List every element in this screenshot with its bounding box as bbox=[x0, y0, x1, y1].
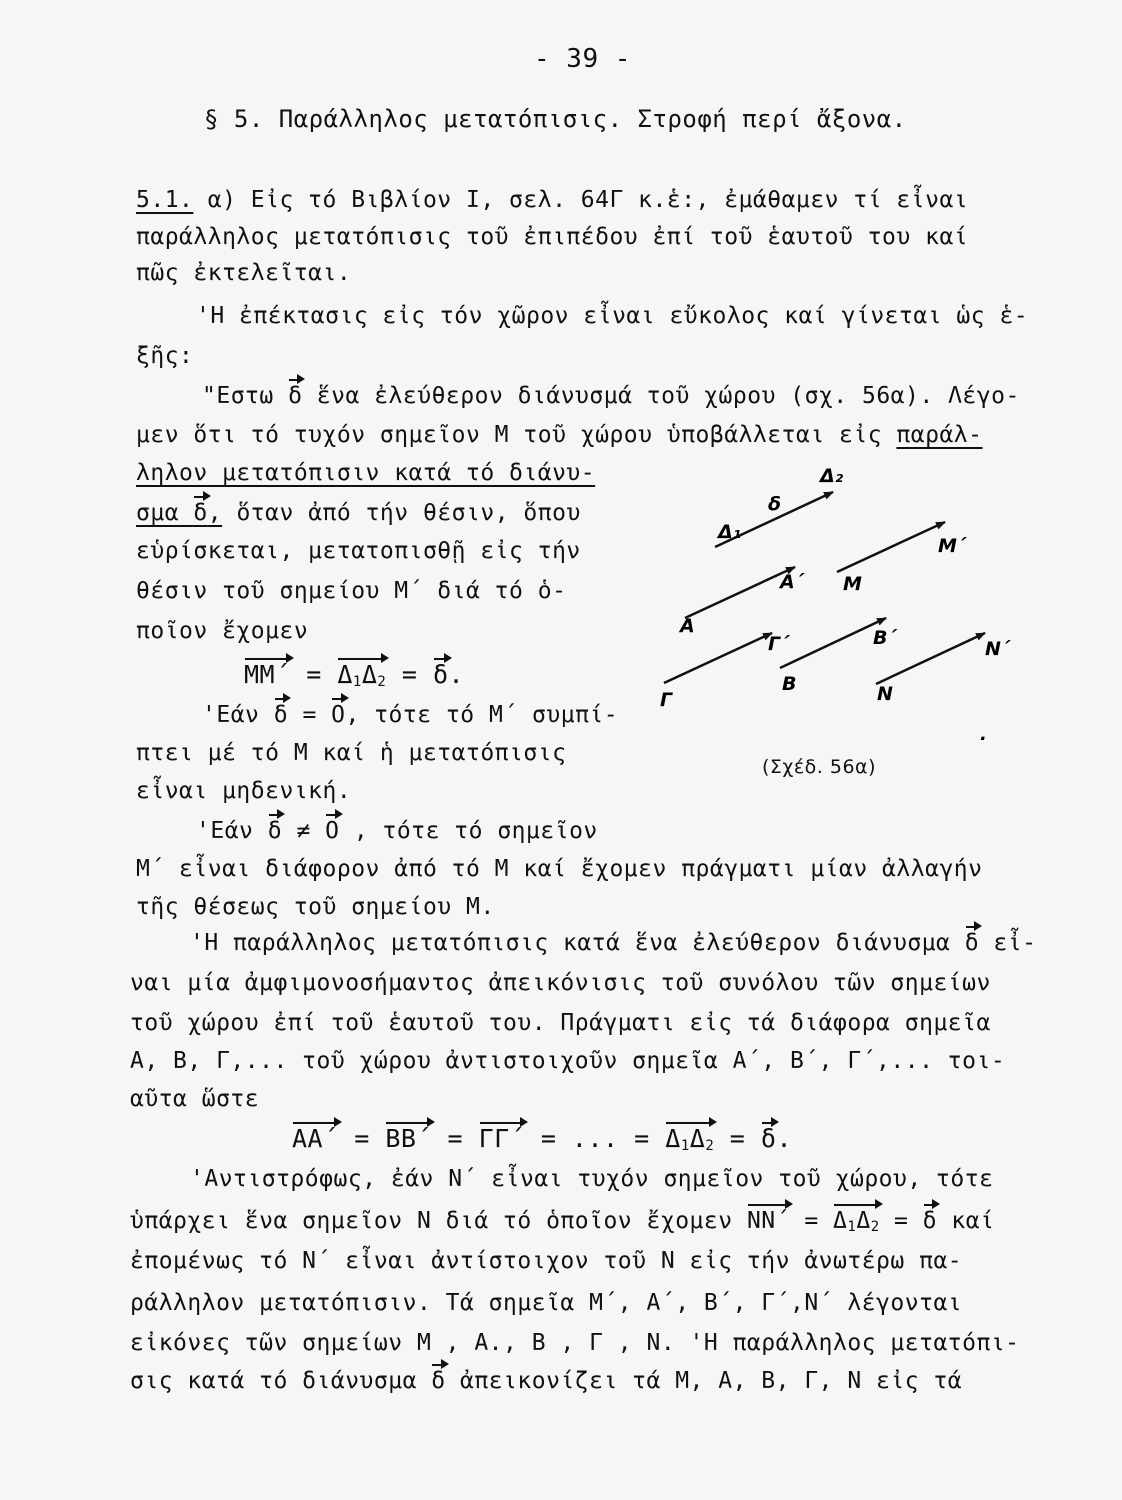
p5-text-1b: , τότε τό σημεῖον bbox=[339, 818, 598, 844]
delta-2: Δ bbox=[689, 1124, 706, 1153]
p3-underlined-2: παράλ- bbox=[896, 422, 983, 448]
p6-line-5: αῦτα ὥστε bbox=[130, 1086, 260, 1112]
p4-line-2: πτει μέ τό Μ καί ἡ μετατόπισις bbox=[136, 740, 567, 766]
vector-delta: δ bbox=[922, 1208, 938, 1234]
equation-translation: ΑΑ΄ = ΒΒ΄ = ΓΓ΄ = ... = $\Delta_1\Delta_2 = \delta$. bbox=[292, 1124, 792, 1161]
p6-line-2: ναι μία ἀμφιμονοσήμαντος ἀπεικόνισις τοῦ συνόλου τῶν σημείων bbox=[130, 970, 991, 996]
p3-line-2 bbox=[136, 420, 983, 450]
p3-text-1a: "Εστω bbox=[202, 383, 289, 409]
delta-2: Δ bbox=[361, 660, 378, 689]
vector-aa: ΑΑ΄ bbox=[292, 1124, 339, 1153]
label-delta: δ bbox=[768, 493, 782, 515]
label-n-prime: Ν΄ bbox=[985, 638, 1010, 660]
vector-d1d2: $\Delta_1\Delta_2$ bbox=[337, 660, 386, 697]
p3-underlined-4a: σμα bbox=[136, 500, 194, 526]
label-n: Ν bbox=[877, 683, 893, 705]
vector-delta: δ bbox=[431, 1368, 446, 1394]
p5-text-1a: 'Εάν bbox=[196, 818, 268, 844]
vector-g-g1-arrow bbox=[664, 633, 772, 683]
label-m-prime: Μ΄ bbox=[938, 535, 966, 557]
vector-m-m1-arrow bbox=[837, 522, 945, 572]
section-number: 5.1. bbox=[136, 187, 194, 213]
p5-line-1 bbox=[196, 816, 598, 846]
equation-mm: $MM΄ = \Delta_1\Delta_2 = \delta$. bbox=[244, 660, 464, 697]
vector-d1d2: $\Delta_1\Delta_2$ bbox=[665, 1124, 714, 1161]
vector-delta: δ bbox=[760, 1124, 777, 1153]
p7-text-6b: ἀπεικονίζει τά Μ, Α, Β, Γ, Ν εἰς τά bbox=[445, 1368, 963, 1394]
p1-line-3: πῶς ἐκτελεῖται. bbox=[136, 260, 352, 286]
p7-line-4: ράλληλον μετατόπισιν. Τά σημεῖα Μ΄, Α΄, Β΄, Γ΄,Ν΄ λέγονται bbox=[130, 1290, 963, 1316]
p4-line-3: εἶναι μηδενική. bbox=[136, 778, 352, 804]
label-a: Α bbox=[680, 615, 695, 637]
delta-1: Δ bbox=[833, 1208, 848, 1234]
p6-text-1a: 'Η παράλληλος μετατόπισις κατά ἕνα ἐλεύθερον διάνυσμα bbox=[190, 930, 965, 956]
vector-delta: δ bbox=[964, 930, 980, 956]
delta-1: Δ bbox=[337, 660, 353, 689]
p7-line-2: ὑπάρχει ἕνα σημεῖον Ν διά τό ὁποῖον ἔχομεν $NN΄ = \Delta_1\Delta_2 = \delta$ καί bbox=[130, 1206, 994, 1242]
p1-line-1 bbox=[136, 185, 968, 215]
vector-b-b1-arrow bbox=[780, 618, 886, 668]
figure-caption: (Σχέδ. 56α) bbox=[762, 756, 876, 778]
p7-line-5: εἰκόνες τῶν σημείων Μ , Α., Β , Γ , Ν. 'Η παράλληλος μετατόπι- bbox=[130, 1330, 1020, 1356]
not-equal-sign: ≠ bbox=[282, 818, 326, 844]
label-g: Γ bbox=[660, 689, 673, 711]
p3-line-5: εὑρίσκεται, μετατοπισθῇ εἰς τήν bbox=[136, 538, 581, 564]
p7-text-2a: ὑπάρχει ἕνα σημεῖον Ν διά τό ὁποῖον ἔχομεν bbox=[130, 1208, 747, 1234]
p3-underlined-4b: , bbox=[207, 500, 223, 526]
vector-gg: ΓΓ΄ bbox=[478, 1124, 526, 1153]
p3-line-4 bbox=[136, 498, 581, 528]
p4-text-1b: , τότε τό Μ΄ συμπί- bbox=[345, 702, 619, 728]
p3-line-1 bbox=[202, 381, 1020, 411]
p7-text-2b: καί bbox=[937, 1208, 995, 1234]
p6-text-1b: εἶ- bbox=[979, 930, 1037, 956]
p7-line-1: 'Αντιστρόφως, ἐάν Ν΄ εἶναι τυχόν σημεῖον τοῦ χώρου, τότε bbox=[190, 1166, 994, 1192]
vector-d1d2: $\Delta_1\Delta_2$ bbox=[833, 1206, 880, 1242]
p3-text-4b: ὅταν ἀπό τήν θέσιν, ὅπου bbox=[222, 500, 581, 526]
p2-line-2: ξῆς: bbox=[136, 343, 194, 369]
label-b-prime: Β΄ bbox=[873, 627, 896, 649]
p4-line-1 bbox=[202, 700, 618, 730]
label-b: Β bbox=[782, 673, 797, 695]
vector-delta: δ bbox=[193, 500, 208, 526]
vector-mm: ΜΜ΄ bbox=[244, 660, 291, 689]
p5-line-3: τῆς θέσεως τοῦ σημείου Μ. bbox=[136, 894, 495, 920]
p6-line-1 bbox=[190, 928, 1037, 958]
vector-nn: ΝΝ΄ bbox=[746, 1208, 790, 1234]
figure-parallel-translation bbox=[640, 450, 1040, 790]
label-d1: Δ₁ bbox=[718, 521, 742, 543]
p2-line-1: 'Η ἐπέκτασις εἰς τόν χῶρον εἶναι εὔκολος καί γίνεται ὡς ἑ- bbox=[196, 303, 1029, 329]
vector-delta: δ bbox=[267, 818, 283, 844]
p7-line-3: ἐπομένως τό Ν΄ εἶναι ἀντίστοιχον τοῦ Ν εἰς τήν ἀνωτέρω πα- bbox=[130, 1248, 963, 1274]
label-m: Μ bbox=[843, 573, 862, 595]
ellipsis: = ... = bbox=[525, 1124, 666, 1153]
p1-line-2: παράλληλος μετατόπισις τοῦ ἐπιπέδου ἐπί τοῦ ἑαυτοῦ του καί bbox=[136, 224, 969, 250]
vector-zero: Ο bbox=[325, 818, 340, 844]
vector-delta: δ bbox=[288, 383, 303, 409]
p7-text-6a: σις κατά τό διάνυσμα bbox=[130, 1368, 432, 1394]
p6-line-3: τοῦ χώρου ἐπί τοῦ ἑαυτοῦ του. Πράγματι εἰς τά διάφορα σημεῖα bbox=[130, 1010, 991, 1036]
label-g-prime: Γ΄ bbox=[768, 633, 789, 655]
equals-sign: = bbox=[288, 702, 332, 728]
p4-text-1a: 'Εάν bbox=[202, 702, 274, 728]
page-number: - 39 - bbox=[534, 44, 631, 74]
p3-text-1b: ἕνα ἐλεύθερον διάνυσμά τοῦ χώρου (σχ. 56α). Λέγο- bbox=[302, 383, 1020, 409]
vector-zero: Ο bbox=[331, 702, 346, 728]
vector-a-a1-arrow bbox=[685, 567, 795, 618]
p3-line-3: ληλον μετατόπισιν κατά τό διάνυ- bbox=[136, 460, 596, 486]
section-heading: § 5. Παράλληλος μετατόπισις. Στροφή περί ἄξονα. bbox=[204, 105, 907, 133]
label-d2: Δ₂ bbox=[820, 465, 844, 487]
vector-delta: δ bbox=[432, 660, 449, 689]
delta-2: Δ bbox=[856, 1208, 871, 1234]
vector-bb: ΒΒ΄ bbox=[385, 1124, 432, 1153]
p5-line-2: Μ΄ εἶναι διάφορον ἀπό τό Μ καί ἔχομεν πράγματι μίαν ἀλλαγήν bbox=[136, 856, 983, 882]
vector-delta: δ bbox=[273, 702, 289, 728]
delta-1: Δ bbox=[665, 1124, 681, 1153]
label-a-prime: Α΄ bbox=[780, 571, 804, 593]
p3-text-2a: μεν ὅτι τό τυχόν σημεῖον Μ τοῦ χώρου ὑποβάλλεται εἰς bbox=[136, 422, 897, 448]
p1-text-1: α) Εἰς τό Βιβλίον Ι, σελ. 64Γ κ.ἑ:, ἐμάθαμεν τί εἶναι bbox=[193, 187, 969, 213]
stray-dot: . bbox=[980, 724, 987, 745]
p7-line-6 bbox=[130, 1366, 962, 1396]
p3-line-7: ποῖον ἔχομεν bbox=[136, 618, 309, 644]
p3-line-6: θέσιν τοῦ σημείου Μ΄ διά τό ὁ- bbox=[136, 578, 567, 604]
p6-line-4: Α, Β, Γ,... τοῦ χώρου ἀντιστοιχοῦν σημεῖα Α΄, Β΄, Γ΄,... τοι- bbox=[130, 1048, 1006, 1074]
